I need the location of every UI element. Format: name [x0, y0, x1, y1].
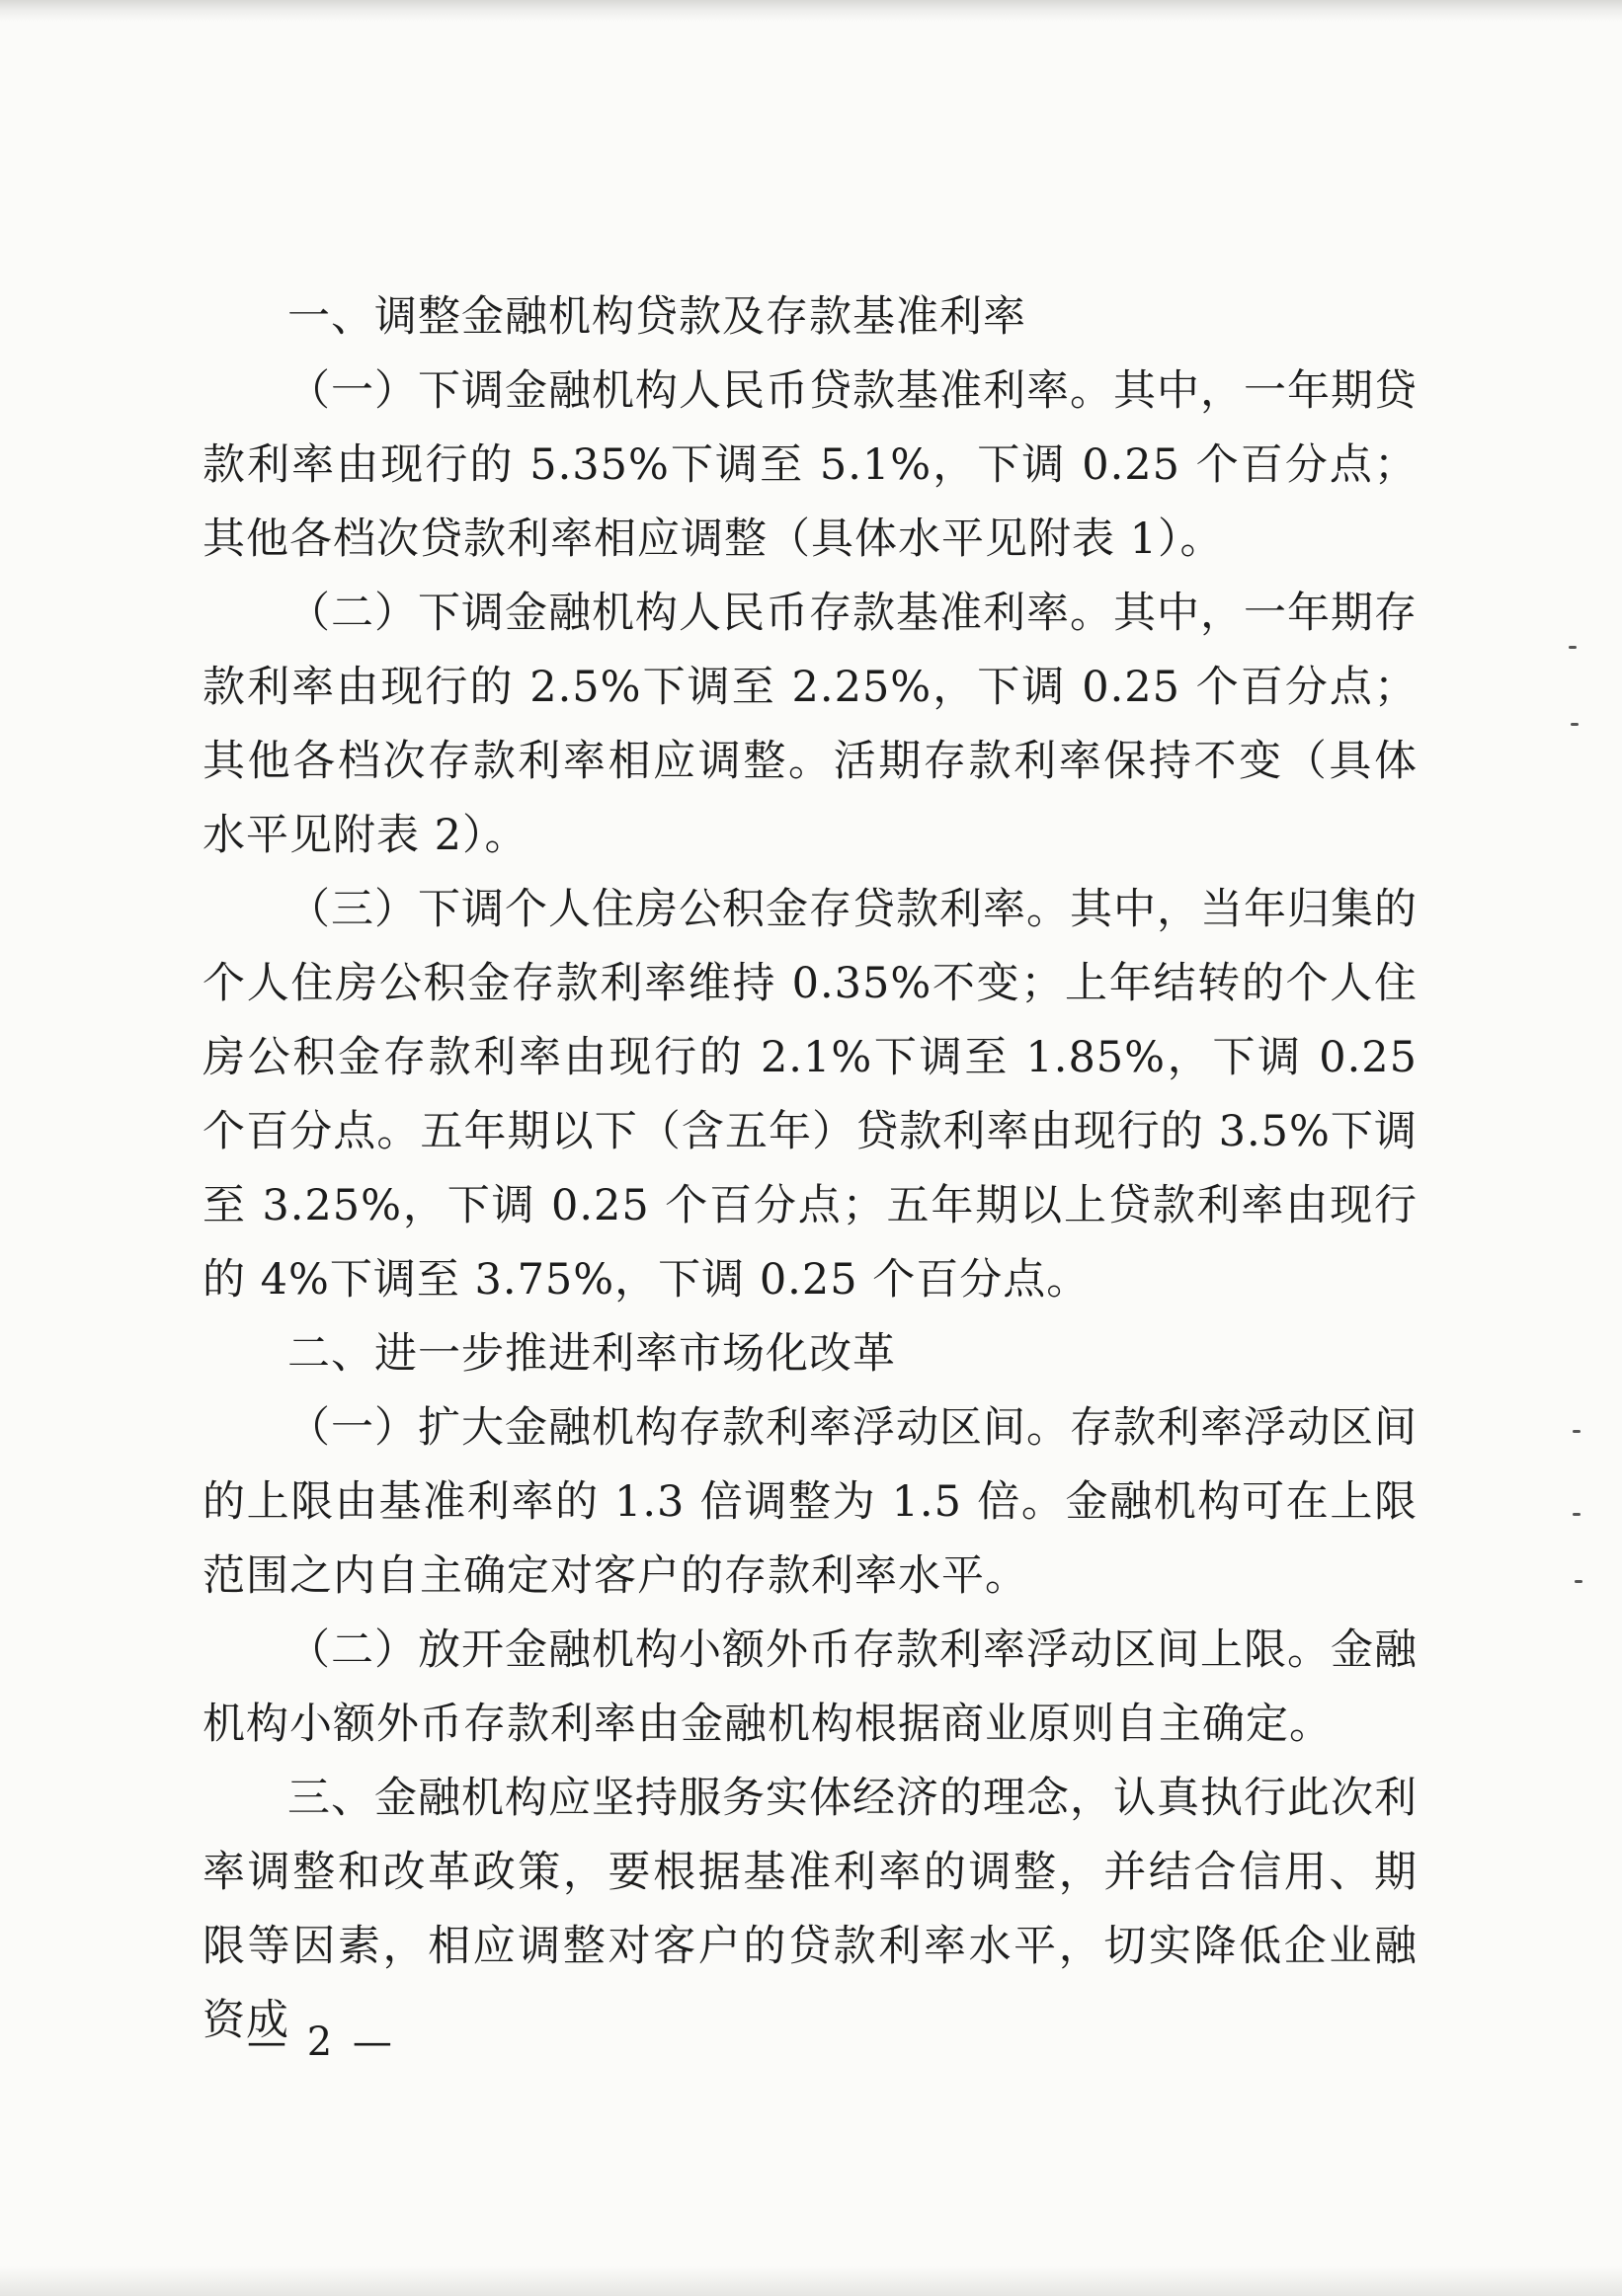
paragraph-deposit-float-range: （一）扩大金融机构存款利率浮动区间。存款利率浮动区间的上限由基准利率的 1.3 倍调整为 1.5 倍。金融机构可在上限范围之内自主确定对客户的存款利率水平。	[203, 1403, 1418, 1601]
paragraph-foreign-currency-deposit: （二）放开金融机构小额外币存款利率浮动区间上限。金融机构小额外币存款利率由金融机构根据商业原则自主确定。	[203, 1625, 1418, 1749]
scan-speck	[1571, 723, 1579, 726]
paragraph-housing-fund-rate: （三）下调个人住房公积金存贷款利率。其中，当年归集的个人住房公积金存款利率维持 0.35%不变；上年结转的个人住房公积金存款利率由现行的 2.1%下调至 1.85%，下调 0.25 个百分点。五年期以下（含五年）贷款利率由现行的 3.5%下调至 3.25%，下调 0.25 个百分点；五年期以上贷款利率由现行的 4%下调至 3.75%，下调 0.25 个百分点。	[203, 885, 1418, 1305]
paragraph-deposit-rate: （二）下调金融机构人民币存款基准利率。其中，一年期存款利率由现行的 2.5%下调至 2.25%，下调 0.25 个百分点；其他各档次存款利率相应调整。活期存款利率保持不变（具体水平见附表 2）。	[203, 589, 1418, 860]
scan-top-edge	[0, 0, 1622, 22]
scan-speck	[1575, 1580, 1582, 1583]
paragraph-loan-rate: （一）下调金融机构人民币贷款基准利率。其中，一年期贷款利率由现行的 5.35%下调至 5.1%，下调 0.25 个百分点；其他各档次贷款利率相应调整（具体水平见附表 1）。	[203, 366, 1418, 564]
scan-speck	[1573, 1513, 1581, 1516]
heading-section-1: 一、调整金融机构贷款及存款基准利率	[287, 292, 1026, 342]
page-number: — 2 —	[247, 2019, 396, 2065]
scan-bottom-edge	[0, 2266, 1622, 2296]
scan-speck	[1569, 646, 1577, 649]
document-body	[203, 280, 1418, 2058]
scan-speck	[1573, 1430, 1581, 1433]
paragraph-section-3: 三、金融机构应坚持服务实体经济的理念，认真执行此次利率调整和改革政策，要根据基准利率的调整，并结合信用、期限等因素，相应调整对客户的贷款利率水平，切实降低企业融资成	[203, 1774, 1418, 2045]
heading-section-2: 二、进一步推进利率市场化改革	[287, 1329, 896, 1379]
